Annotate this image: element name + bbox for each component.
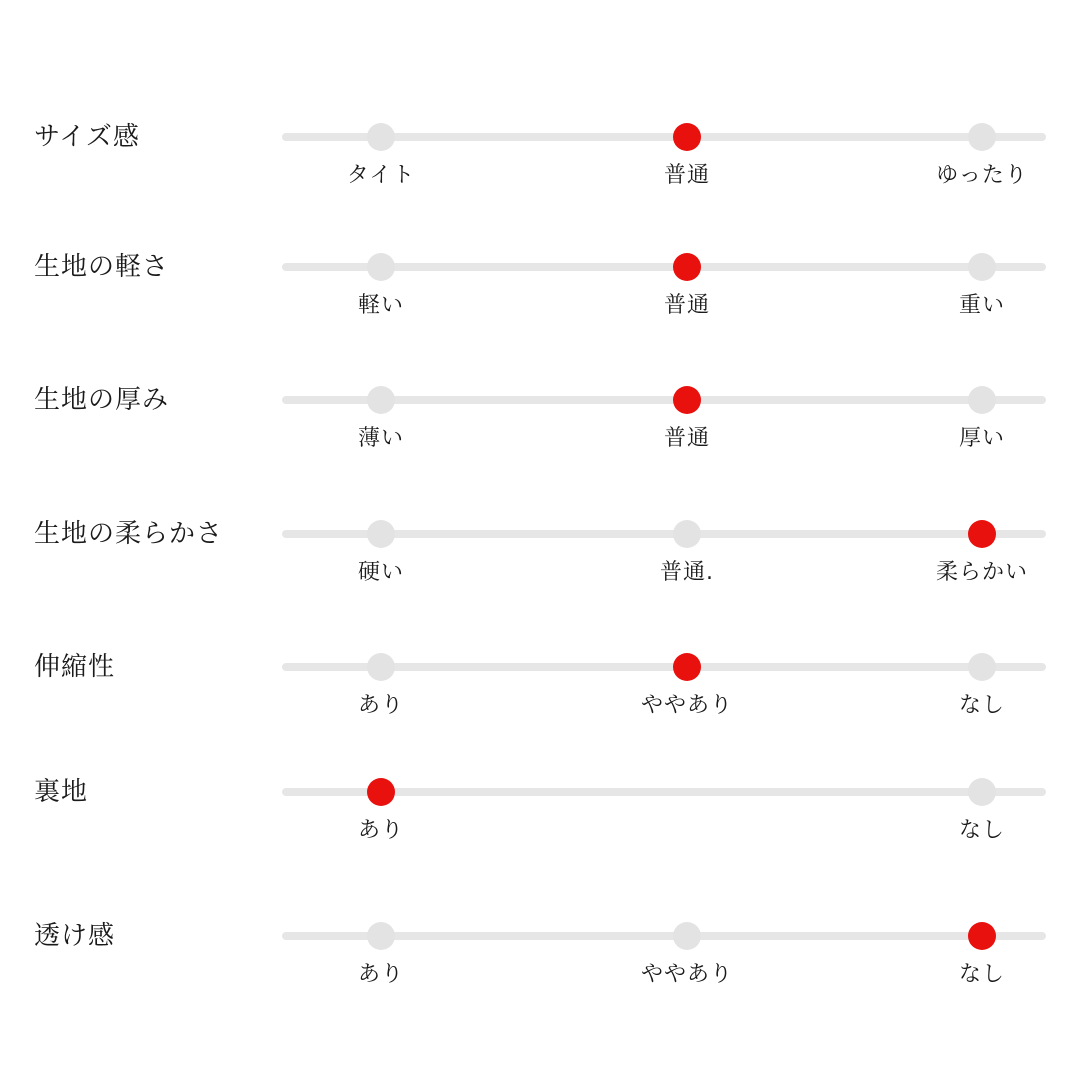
attribute-row-stretch	[0, 652, 1080, 747]
rating-dot	[968, 653, 996, 681]
attribute-row-fabric-thickness	[0, 385, 1080, 480]
attribute-label: 生地の軽さ	[34, 252, 170, 282]
rating-dot	[367, 922, 395, 950]
option-label: なし	[958, 962, 1006, 987]
option-label: 薄い	[357, 426, 405, 451]
option-label: ややあり	[640, 962, 734, 987]
rating-dot	[968, 778, 996, 806]
rating-track	[282, 530, 1046, 538]
rating-track	[282, 788, 1046, 796]
option-label: ややあり	[640, 693, 734, 718]
option-label: ゆったり	[936, 163, 1028, 188]
rating-dot-selected	[673, 653, 701, 681]
attribute-row-fabric-softness	[0, 519, 1080, 614]
rating-dot	[673, 520, 701, 548]
option-label: なし	[958, 818, 1006, 843]
option-label: 硬い	[357, 560, 405, 585]
option-label: 普通.	[660, 560, 714, 585]
rating-dot-selected	[367, 778, 395, 806]
rating-dot	[968, 253, 996, 281]
option-label: 普通	[663, 426, 711, 451]
option-label: 普通	[663, 163, 711, 188]
option-label: 普通	[663, 293, 711, 318]
rating-dot-selected	[673, 123, 701, 151]
rating-dot	[968, 386, 996, 414]
attribute-row-sheerness	[0, 921, 1080, 1016]
option-label: なし	[958, 693, 1006, 718]
option-label: あり	[357, 693, 405, 718]
rating-dot-selected	[968, 922, 996, 950]
attribute-row-size-fit	[0, 122, 1080, 217]
rating-dot	[673, 922, 701, 950]
rating-dot	[367, 123, 395, 151]
rating-dot	[367, 520, 395, 548]
option-label: あり	[357, 962, 405, 987]
rating-dot	[367, 253, 395, 281]
attribute-row-fabric-weight	[0, 252, 1080, 347]
rating-track	[282, 663, 1046, 671]
option-label: 軽い	[357, 293, 405, 318]
attribute-label: 透け感	[34, 921, 116, 951]
rating-track	[282, 932, 1046, 940]
option-label: タイト	[346, 163, 416, 188]
option-label: あり	[357, 818, 405, 843]
attribute-label: 伸縮性	[34, 652, 116, 682]
attribute-label: 生地の柔らかさ	[34, 519, 224, 549]
rating-dot	[367, 386, 395, 414]
rating-track	[282, 263, 1046, 271]
rating-dot-selected	[673, 386, 701, 414]
attribute-label: サイズ感	[34, 122, 140, 152]
attribute-row-lining	[0, 777, 1080, 872]
option-label: 柔らかい	[935, 560, 1029, 585]
option-label: 厚い	[958, 426, 1006, 451]
attribute-label: 裏地	[34, 777, 89, 807]
rating-track	[282, 396, 1046, 404]
option-label: 重い	[958, 293, 1006, 318]
attribute-label: 生地の厚み	[34, 385, 170, 415]
rating-dot	[367, 653, 395, 681]
rating-dot	[968, 123, 996, 151]
rating-track	[282, 133, 1046, 141]
rating-dot-selected	[968, 520, 996, 548]
rating-dot-selected	[673, 253, 701, 281]
